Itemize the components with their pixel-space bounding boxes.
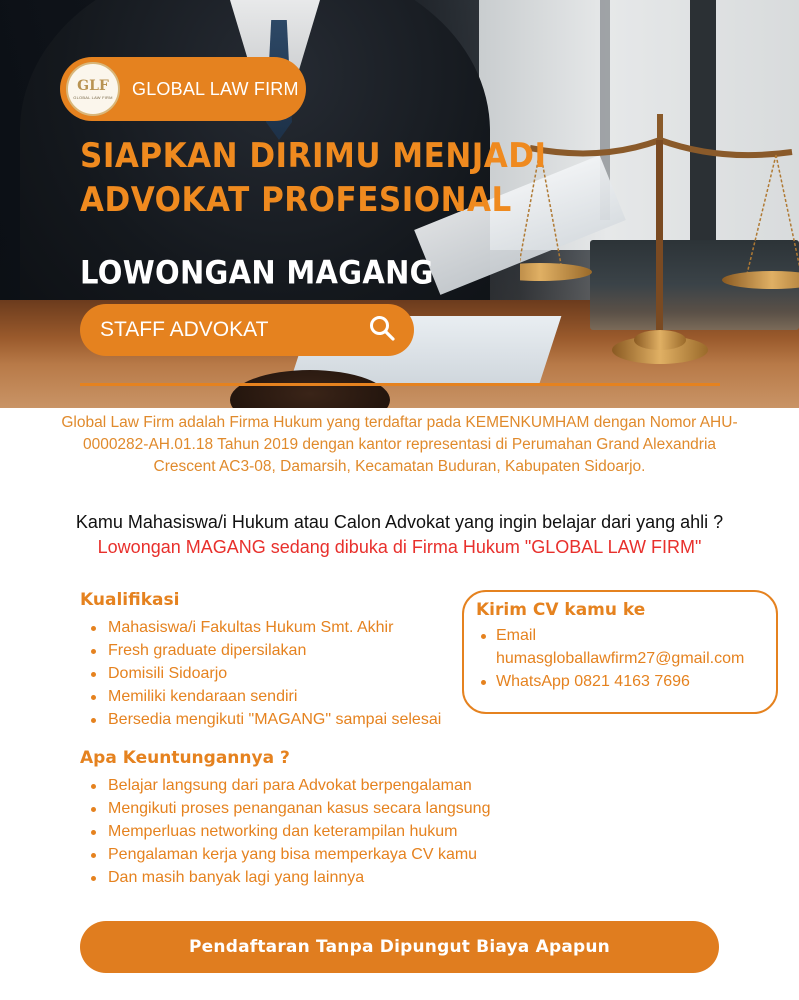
position-search-badge <box>80 304 414 356</box>
page-title <box>80 134 547 222</box>
contact-box <box>462 590 778 714</box>
list-item: Mahasiswa/i Fakultas Hukum Smt. Akhir <box>80 616 480 639</box>
headline-line-2: ADVOKAT PROFESIONAL <box>80 180 512 220</box>
list-item: Pengalaman kerja yang bisa memperkaya CV kamu <box>80 843 580 866</box>
list-item: Belajar langsung dari para Advokat berpengalaman <box>80 774 580 797</box>
list-item: Bersedia mengikuti "MAGANG" sampai selesai <box>80 708 480 731</box>
qualifications-title: Kualifikasi <box>80 590 180 610</box>
list-item: Fresh graduate dipersilakan <box>80 639 480 662</box>
list-item: Mengikuti proses penanganan kasus secara langsung <box>80 797 580 820</box>
firm-logo-icon <box>66 62 120 116</box>
email-link[interactable]: humasgloballawfirm27@gmail.com <box>496 650 745 667</box>
contact-list <box>476 624 764 693</box>
opening-announcement: Lowongan MAGANG sedang dibuka di Firma Hukum "GLOBAL LAW FIRM" <box>97 537 702 557</box>
list-item: Memperluas networking dan keterampilan hukum <box>80 820 580 843</box>
free-registration-banner: Pendaftaran Tanpa Dipungut Biaya Apapun <box>80 921 719 973</box>
headline-line-1: SIAPKAN DIRIMU MENJADI <box>80 136 547 176</box>
firm-name: GLOBAL LAW FIRM <box>132 78 299 99</box>
benefits-list <box>80 774 580 889</box>
brand-badge <box>60 57 306 121</box>
logo-caption: GLOBAL LAW FIRM <box>73 94 113 100</box>
vacancy-title: LOWONGAN MAGANG <box>80 254 434 292</box>
email-item <box>476 624 764 670</box>
position-label: STAFF ADVOKAT <box>100 318 269 341</box>
benefits-section <box>80 748 580 889</box>
hero-divider <box>80 383 720 386</box>
list-item: Dan masih banyak lagi yang lainnya <box>80 866 580 889</box>
logo-monogram: GLF <box>77 77 109 94</box>
firm-description-line: Crescent AC3-08, Damarsih, Kecamatan Buduran, Kabupaten Sidoarjo. <box>153 458 646 475</box>
firm-description <box>0 412 799 478</box>
email-label: Email <box>496 627 537 644</box>
qualifications-list <box>80 616 480 731</box>
firm-description-line: 0000282-AH.01.18 Tahun 2019 dengan kantor representasi di Perumahan Grand Alexandria <box>82 436 717 453</box>
qualifications-section <box>80 590 480 731</box>
search-icon <box>368 314 396 347</box>
whatsapp-item[interactable]: WhatsApp 0821 4163 7696 <box>476 670 764 693</box>
list-item: Domisili Sidoarjo <box>80 662 480 685</box>
contact-title: Kirim CV kamu ke <box>476 600 646 620</box>
list-item: Memiliki kendaraan sendiri <box>80 685 480 708</box>
firm-description-line: Global Law Firm adalah Firma Hukum yang terdaftar pada KEMENKUMHAM dengan Nomor AHU- <box>61 414 738 431</box>
hero-banner <box>0 0 799 408</box>
intro-question: Kamu Mahasiswa/i Hukum atau Calon Advokat yang ingin belajar dari yang ahli ? <box>75 512 724 532</box>
benefits-title: Apa Keuntungannya ? <box>80 748 290 768</box>
